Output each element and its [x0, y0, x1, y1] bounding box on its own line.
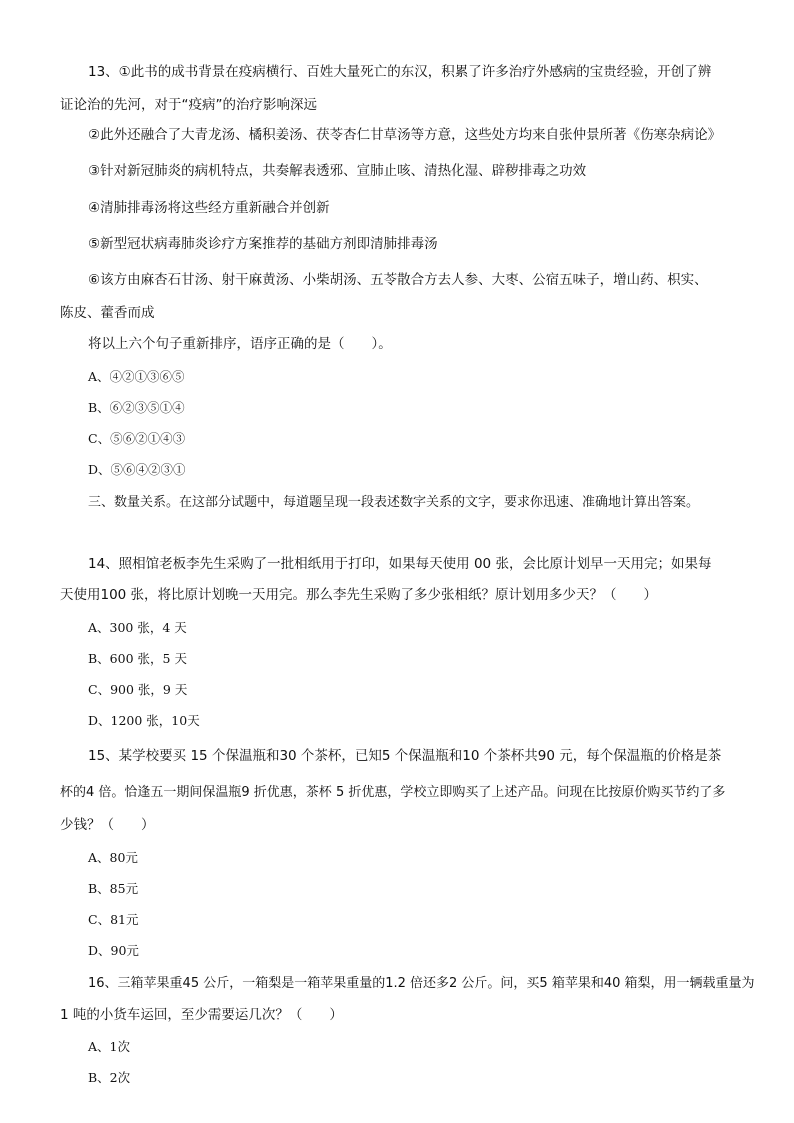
- q13-sentence-6-cont: 陈皮、藿香而成: [60, 305, 155, 321]
- q13-sentence-4: ④清肺排毒汤将这些经方重新融合并创新: [88, 200, 330, 216]
- q13-option-c: C、⑤⑥②①④③: [88, 431, 186, 446]
- q16-option-b: B、2次: [88, 1070, 131, 1085]
- q15-stem-cont: 杯的4 倍。恰逢五一期间保温瓶9 折优惠，茶杯 5 折优惠，学校立即购买了上述产品。问现在比按原价购买节约了多: [60, 785, 726, 800]
- q13-option-b: B、⑥②③⑤①④: [88, 400, 185, 415]
- q14-stem: 14、照相馆老板李先生采购了一批相纸用于打印，如果每天使用 00 张，会比原计划早一天用完；如果每: [88, 556, 712, 572]
- q15-option-c: C、81元: [88, 912, 139, 927]
- q15-stem: 15、某学校要买 15 个保温瓶和30 个茶杯，已知5 个保温瓶和10 个茶杯共90 元，每个保温瓶的价格是茶: [88, 748, 722, 764]
- q13-sentence-6: ⑥该方由麻杏石甘汤、射干麻黄汤、小柴胡汤、五苓散合方去人参、大枣、公宿五味子，增山药、枳实、: [88, 272, 708, 288]
- q16-option-a: A、1次: [88, 1039, 130, 1054]
- q16-stem: 16、三箱苹果重45 公斤，一箱梨是一箱苹果重量的1.2 倍还多2 公斤。问，买5 箱苹果和40 箱梨，用一辆载重量为: [88, 976, 755, 991]
- q14-option-c: C、900 张，9 天: [88, 682, 188, 697]
- q14-option-b: B、600 张，5 天: [88, 651, 187, 666]
- q13-sentence-3: ③针对新冠肺炎的病机特点，共奏解表透邪、宣肺止咳、清热化湿、辟秽排毒之功效: [88, 163, 587, 179]
- q15-option-b: B、85元: [88, 881, 139, 896]
- q15-stem-cont-2: 少钱？（ ）: [60, 817, 155, 833]
- q13-sentence-5: ⑤新型冠状病毒肺炎诊疗方案推荐的基础方剂即清肺排毒汤: [88, 236, 438, 252]
- q13-sentence-1: 13、①此书的成书背景在疫病横行、百姓大量死亡的东汉，积累了许多治疗外感病的宝贵经验，开创了辨: [88, 64, 712, 80]
- q14-stem-cont: 天使用100 张，将比原计划晚一天用完。那么李先生采购了多少张相纸？原计划用多少天？（ ）: [60, 587, 658, 603]
- q13-sentence-1-cont: 证论治的先河，对于“疫病”的治疗影响深远: [60, 97, 317, 113]
- q13-option-a: A、④②①③⑥⑤: [88, 369, 185, 384]
- q15-option-a: A、80元: [88, 850, 138, 865]
- q13-option-d: D、⑤⑥④②③①: [88, 462, 186, 477]
- q15-option-d: D、90元: [88, 943, 139, 958]
- q16-stem-cont: 1 吨的小货车运回，至少需要运几次？（ ）: [60, 1007, 343, 1023]
- q13-sentence-2: ②此外还融合了大青龙汤、橘积姜汤、茯苓杏仁甘草汤等方意，这些处方均来自张仲景所著《伤寒杂病论》: [88, 127, 722, 143]
- q14-option-a: A、300 张，4 天: [88, 620, 187, 635]
- q14-option-d: D、1200 张，10天: [88, 713, 200, 728]
- q13-question: 将以上六个句子重新排序，语序正确的是（ ）。: [88, 336, 392, 352]
- section-3-intro: 三、数量关系。在这部分试题中，每道题呈现一段表述数字关系的文字，要求你迅速、准确地计算出答案。: [88, 495, 700, 510]
